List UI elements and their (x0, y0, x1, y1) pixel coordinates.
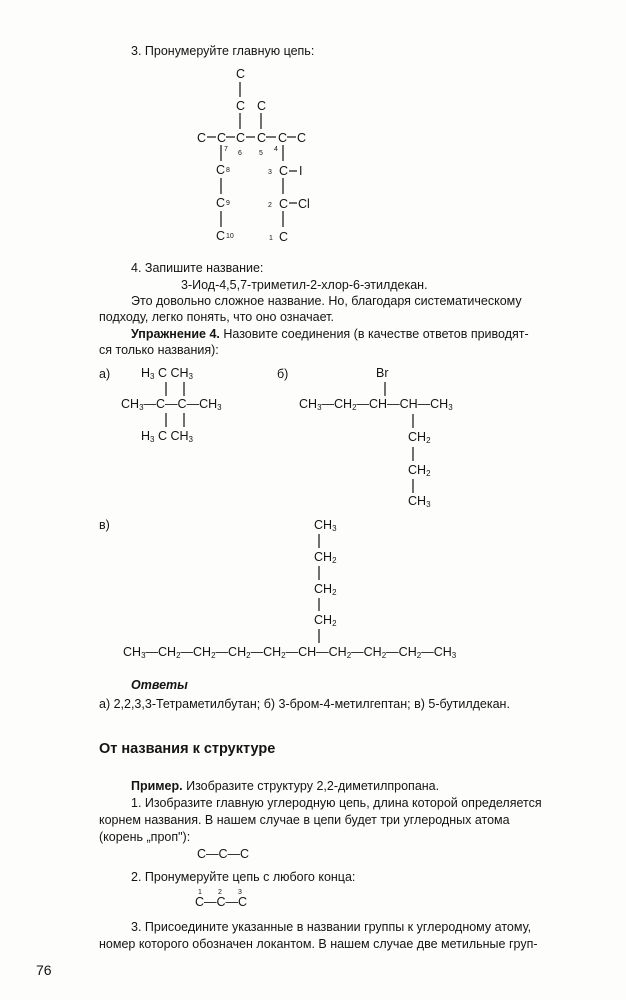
example-text: Изобразите структуру 2,2-диметилпропана. (186, 779, 440, 793)
compound-name: 3-Иод-4,5,7-триметил-2-хлор-6-этилдекан. (181, 278, 428, 292)
compound-b-ch2-1: $CH_2$ (408, 430, 431, 445)
compound-b-ch3: $CH_3$ (408, 494, 431, 509)
step4-heading: 4. Запишите название: (131, 261, 264, 275)
p3-line-1: 3. Присоедините указанные в названии группы к углеродному атому, (131, 920, 532, 934)
atom-c-chain: C (257, 131, 267, 145)
atom-c2: C (279, 197, 289, 211)
chain-locant-1: 1 (198, 889, 202, 896)
compound-v-ch2-c: $CH_2$ (314, 613, 337, 628)
example-label: Пример. (131, 779, 183, 793)
compound-a-bottom: $H_3$ C $CH_3$ (141, 429, 193, 444)
answers-title: Ответы (131, 678, 188, 692)
atom-c-chain: C (236, 131, 246, 145)
comment-line-2: подходу, легко понять, что оно означает. (99, 310, 334, 324)
atom-c-chain: C (278, 131, 288, 145)
locant-1: 1 (269, 235, 273, 242)
p1-line-2: корнем названия. В нашем случае в цепи будет три углеродных атома (99, 813, 510, 827)
compound-v-ch3-top: $CH_3$ (314, 518, 337, 533)
atom-c3: C (279, 164, 289, 178)
comment-line-1: Это довольно сложное название. Но, благодаря систематическому (131, 294, 522, 308)
atom-c-methyl-5: C (257, 99, 267, 113)
compound-a-top: $H_3$ C $CH_3$ (141, 366, 193, 381)
atom-c-chain: C (217, 131, 227, 145)
atom-chlorine: Cl (298, 197, 310, 211)
exercise-line-2: ся только названия): (99, 343, 219, 357)
answers-line: а) 2,2,3,3-Тетраметилбутан; б) 3-бром-4-метилгептан; в) 5-бутилдекан. (99, 697, 510, 711)
exercise-text: Назовите соединения (в качестве ответов приводят- (223, 327, 529, 341)
chain-1: C—C—C (197, 847, 250, 861)
chain-locant-3: 3 (238, 889, 242, 896)
p1-line-3: (корень „проп"): (99, 830, 191, 844)
p2: 2. Пронумеруйте цепь с любого конца: (131, 870, 356, 884)
chain-2: C—C—C (195, 895, 248, 909)
chain-locant-2: 2 (218, 889, 222, 896)
atom-c8: C (216, 163, 226, 177)
compound-v-ch2-b: $CH_2$ (314, 582, 337, 597)
atom-c1: C (279, 230, 289, 244)
locant-3: 3 (268, 169, 272, 176)
compound-a-main: $CH_3—C—C—CH_3$ (121, 397, 222, 412)
atom-c-top: C (236, 67, 246, 81)
page-number: 76 (36, 962, 52, 978)
bromine: Br (376, 366, 389, 380)
step3-heading: 3. Пронумеруйте главную цепь: (131, 44, 315, 58)
p1-line-1: 1. Изобразите главную углеродную цепь, длина которой определяется (131, 796, 542, 810)
locant-8: 8 (226, 167, 230, 174)
locant-10: 10 (226, 233, 234, 240)
locant-4: 4 (274, 146, 278, 153)
exercise-label: Упражнение 4. (131, 327, 220, 341)
compound-v-ch2-a: $CH_2$ (314, 550, 337, 565)
locant-9: 9 (226, 200, 230, 207)
label-a: а) (99, 367, 111, 381)
p3-line-2: номер которого обозначен локантом. В нашем случае две метильные груп- (99, 937, 538, 951)
atom-c-chain: C (197, 131, 207, 145)
atom-c-methyl-7: C (236, 99, 246, 113)
locant-2: 2 (268, 202, 272, 209)
compound-b-main: $CH_3—CH_2—CH—CH—CH_3$ (299, 397, 453, 412)
atom-c9: C (216, 196, 226, 210)
atom-c10: C (216, 229, 226, 243)
section-title: От названия к структуре (99, 741, 276, 757)
label-v: в) (99, 518, 110, 532)
locant-6: 6 (238, 150, 242, 157)
compound-v-main: $CH_3—CH_2—CH_2—CH_2—CH_2—CH—CH_2—CH_2—CH_2—CH_3$ (123, 645, 457, 660)
locant-5: 5 (259, 150, 263, 157)
compound-b-ch2-2: $CH_2$ (408, 463, 431, 478)
atom-iodine: I (299, 164, 303, 178)
atom-c-chain: C (297, 131, 307, 145)
locant-7: 7 (224, 146, 228, 153)
label-b: б) (277, 367, 289, 381)
